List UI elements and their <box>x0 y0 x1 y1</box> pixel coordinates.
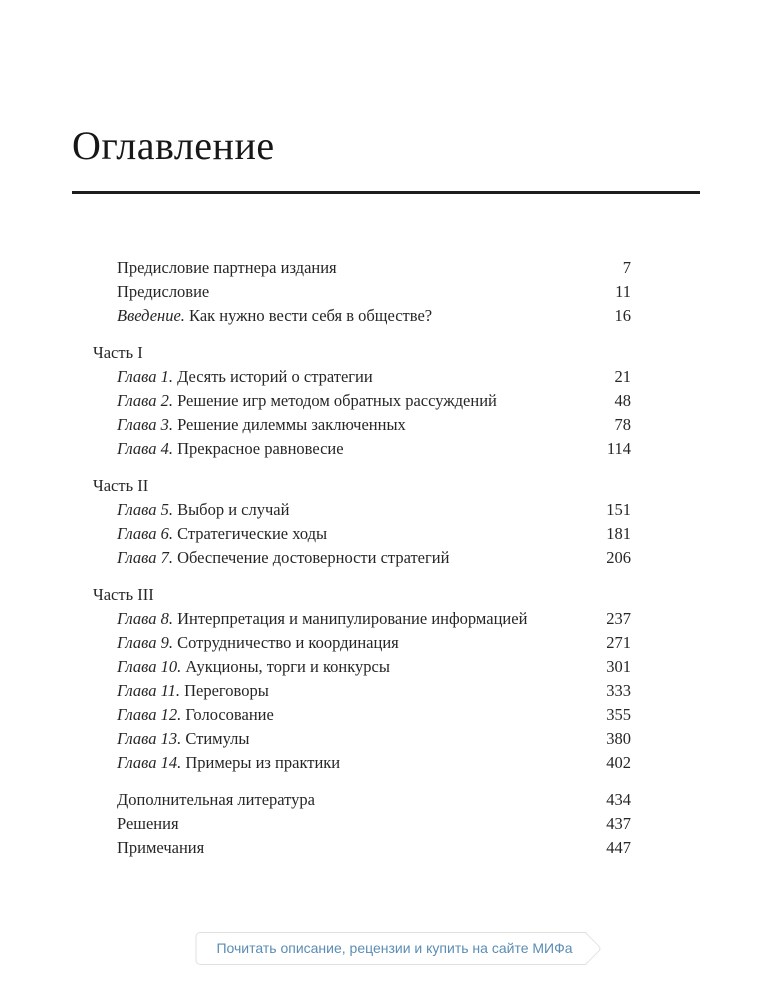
toc-entry-label: Глава 2. <box>117 391 178 410</box>
toc-entry-label: Глава 12. <box>117 705 186 724</box>
toc-section <box>93 583 631 775</box>
toc-entry-page-number: 114 <box>606 439 631 458</box>
toc-entry-label: Глава 6. <box>117 524 178 543</box>
toc-entry-label: Глава 7. <box>117 548 178 567</box>
toc-entry-page-number: 206 <box>606 548 631 567</box>
toc-entry-title: Глава 1. Десять историй о стратегии <box>117 367 373 386</box>
toc-entry-label: Глава 13. <box>117 729 186 748</box>
table-of-contents <box>93 256 631 860</box>
page-title: Оглавление <box>72 123 275 168</box>
toc-entry-title: Глава 3. Решение дилеммы заключенных <box>117 415 406 434</box>
toc-entry-page-number: 271 <box>606 633 631 652</box>
toc-entry-page-number: 78 <box>614 415 631 434</box>
toc-entry-page-number: 447 <box>606 838 631 857</box>
toc-entry-title: Глава 13. Стимулы <box>117 729 250 748</box>
toc-entry <box>93 751 631 775</box>
toc-entry-page-number: 333 <box>606 681 631 700</box>
toc-entry-title: Глава 8. Интерпретация и манипулирование информацией <box>117 609 528 628</box>
toc-entry-title: Глава 12. Голосование <box>117 705 274 724</box>
toc-entry-page-number: 301 <box>606 657 631 676</box>
toc-entry-page-number: 11 <box>615 282 631 301</box>
toc-entry-title: Глава 2. Решение игр методом обратных рассуждений <box>117 391 497 410</box>
toc-entry-label: Глава 14. <box>117 753 186 772</box>
toc-entry-label: Глава 11. <box>117 681 185 700</box>
toc-entry-page-number: 7 <box>622 258 631 277</box>
toc-entry <box>93 655 631 679</box>
toc-section <box>93 341 631 461</box>
toc-entry <box>93 280 631 304</box>
toc-entry-title: Глава 5. Выбор и случай <box>117 500 290 519</box>
toc-part-heading: Часть II <box>93 476 149 495</box>
toc-entry-title: Примечания <box>117 838 205 857</box>
toc-entry-label: Глава 3. <box>117 415 178 434</box>
buy-link-button[interactable] <box>195 932 586 965</box>
toc-entry-page-number: 355 <box>606 705 631 724</box>
toc-entry <box>93 522 631 546</box>
chevron-right-icon <box>570 933 602 965</box>
toc-entry-page-number: 21 <box>614 367 631 386</box>
toc-entry-label: Глава 8. <box>117 609 178 628</box>
toc-entry-title: Предисловие партнера издания <box>117 258 337 277</box>
toc-entry-title: Глава 9. Сотрудничество и координация <box>117 633 399 652</box>
toc-entry-label: Глава 9. <box>117 633 178 652</box>
toc-entry <box>93 812 631 836</box>
toc-entry <box>93 727 631 751</box>
toc-entry <box>93 256 631 280</box>
toc-section <box>93 256 631 328</box>
toc-entry-page-number: 16 <box>614 306 631 325</box>
toc-entry <box>93 631 631 655</box>
toc-entry <box>93 703 631 727</box>
toc-entry <box>93 836 631 860</box>
toc-entry <box>93 389 631 413</box>
toc-entry-label: Глава 10. <box>117 657 186 676</box>
toc-entry <box>93 413 631 437</box>
toc-entry-title: Глава 6. Стратегические ходы <box>117 524 328 543</box>
toc-entry-page-number: 237 <box>606 609 631 628</box>
toc-entry-title: Решения <box>117 814 179 833</box>
toc-entry-page-number: 434 <box>606 790 631 809</box>
toc-part-heading: Часть I <box>93 343 143 362</box>
toc-entry-title: Введение. Как нужно вести себя в обществе? <box>117 306 433 325</box>
toc-entry <box>93 437 631 461</box>
toc-part-heading: Часть III <box>93 585 154 604</box>
toc-entry <box>93 607 631 631</box>
toc-entry-title: Глава 7. Обеспечение достоверности стратегий <box>117 548 450 567</box>
title-divider <box>72 191 700 194</box>
toc-entry <box>93 546 631 570</box>
toc-entry-label: Глава 1. <box>117 367 178 386</box>
toc-entry <box>93 498 631 522</box>
toc-entry-title: Дополнительная литература <box>117 790 315 809</box>
toc-entry-title: Предисловие <box>117 282 210 301</box>
toc-entry-page-number: 48 <box>614 391 631 410</box>
toc-entry-label: Глава 5. <box>117 500 178 519</box>
toc-entry <box>93 304 631 328</box>
toc-entry <box>93 788 631 812</box>
toc-entry-page-number: 380 <box>606 729 631 748</box>
buy-link-label: Почитать описание, рецензии и купить на сайте МИФа <box>216 940 573 956</box>
toc-section <box>93 788 631 860</box>
toc-section <box>93 474 631 570</box>
toc-entry-title: Глава 14. Примеры из практики <box>117 753 341 772</box>
toc-entry-title: Глава 4. Прекрасное равновесие <box>117 439 344 458</box>
toc-entry-label: Введение. <box>117 306 190 325</box>
toc-entry-title: Глава 11. Переговоры <box>117 681 269 700</box>
toc-entry-page-number: 437 <box>606 814 631 833</box>
toc-entry-page-number: 402 <box>606 753 631 772</box>
toc-entry <box>93 365 631 389</box>
toc-entry-title: Глава 10. Аукционы, торги и конкурсы <box>117 657 390 676</box>
toc-entry <box>93 679 631 703</box>
toc-entry-page-number: 181 <box>606 524 631 543</box>
toc-entry-label: Глава 4. <box>117 439 178 458</box>
toc-entry-page-number: 151 <box>606 500 631 519</box>
